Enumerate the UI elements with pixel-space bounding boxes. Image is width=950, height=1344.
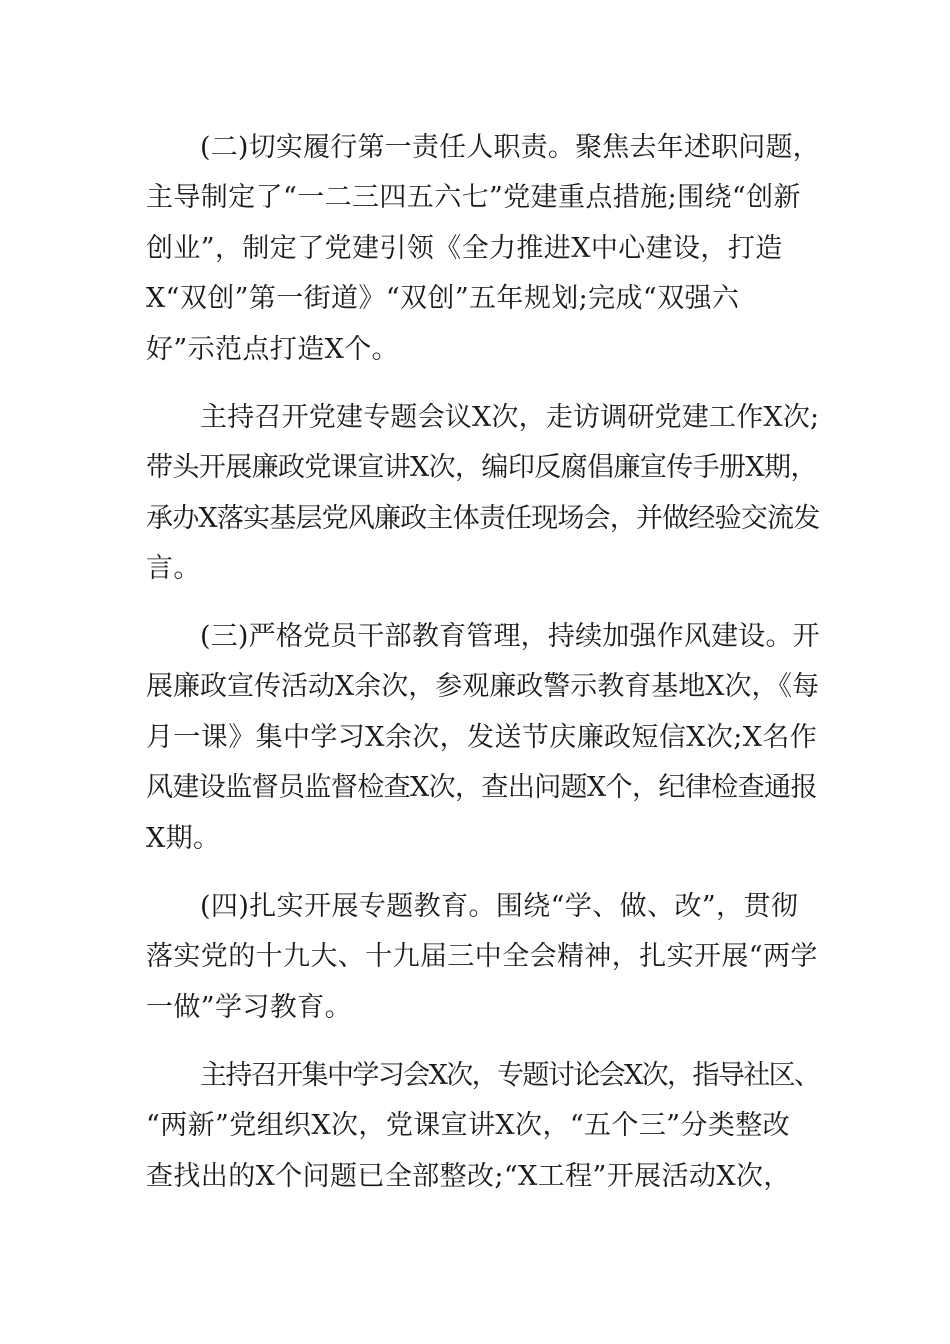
text-line: 创业”，制定了党建引领《全力推进X中心建设，打造 xyxy=(146,233,783,264)
text-line: 月一课》集中学习X余次，发送节庆廉政短信X次;X名作 xyxy=(146,722,818,753)
text-line: 主导制定了“一二三四五六七”党建重点措施;围绕“创新 xyxy=(146,182,801,213)
text-line: (三)严格党员干部教育管理，持续加强作风建设。开 xyxy=(200,621,820,652)
text-line: 主持召开集中学习会X次，专题讨论会X次，指导社区、 xyxy=(200,1060,820,1091)
text-line: X“双创”第一街道》“双创”五年规划;完成“双强六 xyxy=(146,283,740,314)
text-line: 一做”学习教育。 xyxy=(146,992,353,1023)
text-line: 展廉政宣传活动X余次，参观廉政警示教育基地X次，《每 xyxy=(146,671,819,702)
text-line: “两新”党组织X次，党课宣讲X次，“五个三”分类整改 xyxy=(146,1110,791,1141)
text-line: 落实党的十九大、十九届三中全会精神，扎实开展“两学 xyxy=(146,941,818,972)
text-line: 承办X落实基层党风廉政主体责任现场会，并做经验交流发 xyxy=(146,503,820,534)
text-line: 查找出的X个问题已全部整改;“X工程”开展活动X次， xyxy=(146,1161,791,1192)
text-line: 言。 xyxy=(146,553,201,584)
text-line: 风建设监督员监督检查X次，查出问题X个，纪律检查通报 xyxy=(146,772,817,803)
text-line: (二)切实履行第一责任人职责。聚焦去年述职问题， xyxy=(200,132,820,163)
text-line: (四)扎实开展专题教育。围绕“学、做、改”，贯彻 xyxy=(200,891,799,922)
text-line: 好”示范点打造X个。 xyxy=(146,334,400,365)
text-line: 主持召开党建专题会议X次，走访调研党建工作X次; xyxy=(200,402,820,433)
text-line: X期。 xyxy=(146,823,221,854)
text-line: 带头开展廉政党课宣讲X次，编印反腐倡廉宣传手册X期， xyxy=(146,452,817,483)
